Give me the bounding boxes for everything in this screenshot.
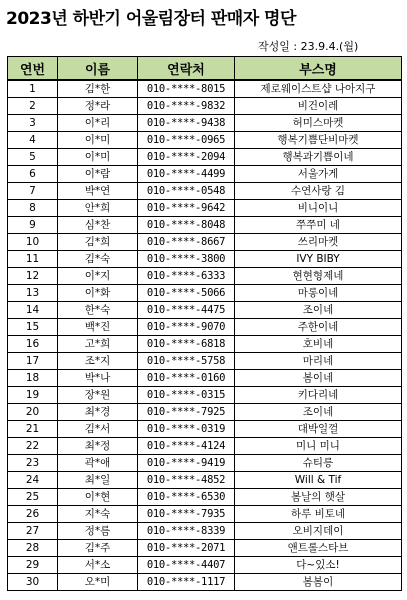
cell-number: 17 — [8, 353, 58, 370]
cell-number: 30 — [8, 574, 58, 591]
cell-number: 26 — [8, 506, 58, 523]
cell-booth: 행복기쁨단비마켓 — [235, 132, 402, 149]
cell-booth: 행복과기쁨이네 — [235, 149, 402, 166]
cell-phone: 010-****-7925 — [138, 404, 235, 421]
cell-name: 김*숙 — [58, 251, 138, 268]
cell-phone: 010-****-1117 — [138, 574, 235, 591]
cell-phone: 010-****-4124 — [138, 438, 235, 455]
cell-number: 7 — [8, 183, 58, 200]
table-row — [8, 506, 402, 523]
cell-number: 23 — [8, 455, 58, 472]
table-row — [8, 268, 402, 285]
cell-booth: 다~있소! — [235, 557, 402, 574]
cell-number: 13 — [8, 285, 58, 302]
cell-booth: 오비지데이 — [235, 523, 402, 540]
cell-phone: 010-****-8048 — [138, 217, 235, 234]
page-title: 2023년 하반기 어울림장터 판매자 명단 — [6, 9, 296, 29]
cell-number: 10 — [8, 234, 58, 251]
table-row — [8, 404, 402, 421]
cell-number: 11 — [8, 251, 58, 268]
cell-booth: 마리네 — [235, 353, 402, 370]
header-name: 이름 — [58, 57, 138, 81]
table-row — [8, 234, 402, 251]
cell-name: 이*리 — [58, 115, 138, 132]
table-row — [8, 319, 402, 336]
table-row — [8, 98, 402, 115]
cell-name: 정*름 — [58, 523, 138, 540]
cell-booth: 비니이니 — [235, 200, 402, 217]
cell-booth: 현현형제네 — [235, 268, 402, 285]
table-row — [8, 421, 402, 438]
cell-name: 박*연 — [58, 183, 138, 200]
cell-name: 이*지 — [58, 268, 138, 285]
cell-booth: 앤트롤스타브 — [235, 540, 402, 557]
cell-number: 19 — [8, 387, 58, 404]
cell-name: 한*숙 — [58, 302, 138, 319]
table-row — [8, 251, 402, 268]
table-row — [8, 472, 402, 489]
cell-phone: 010-****-5066 — [138, 285, 235, 302]
cell-phone: 010-****-7935 — [138, 506, 235, 523]
cell-name: 이*미 — [58, 132, 138, 149]
cell-name: 고*희 — [58, 336, 138, 353]
table-row — [8, 574, 402, 591]
cell-phone: 010-****-2071 — [138, 540, 235, 557]
cell-phone: 010-****-0160 — [138, 370, 235, 387]
cell-booth: 마롱이네 — [235, 285, 402, 302]
cell-booth: 허미스마켓 — [235, 115, 402, 132]
cell-phone: 010-****-8339 — [138, 523, 235, 540]
cell-phone: 010-****-0319 — [138, 421, 235, 438]
cell-booth: 주한이네 — [235, 319, 402, 336]
cell-booth: 서울가게 — [235, 166, 402, 183]
cell-name: 박*나 — [58, 370, 138, 387]
table-row — [8, 115, 402, 132]
cell-phone: 010-****-3800 — [138, 251, 235, 268]
cell-phone: 010-****-9419 — [138, 455, 235, 472]
cell-phone: 010-****-6818 — [138, 336, 235, 353]
header-booth: 부스명 — [235, 57, 402, 81]
cell-name: 서*소 — [58, 557, 138, 574]
cell-booth: Will & Tif — [235, 472, 402, 489]
cell-name: 심*찬 — [58, 217, 138, 234]
cell-name: 이*람 — [58, 166, 138, 183]
table-row — [8, 149, 402, 166]
cell-phone: 010-****-4499 — [138, 166, 235, 183]
cell-name: 김*희 — [58, 234, 138, 251]
table-row — [8, 183, 402, 200]
cell-number: 1 — [8, 80, 58, 98]
table-row — [8, 353, 402, 370]
cell-number: 18 — [8, 370, 58, 387]
cell-name: 정*라 — [58, 98, 138, 115]
cell-name: 장*원 — [58, 387, 138, 404]
cell-phone: 010-****-9070 — [138, 319, 235, 336]
table-row — [8, 438, 402, 455]
cell-number: 20 — [8, 404, 58, 421]
cell-name: 최*일 — [58, 472, 138, 489]
cell-phone: 010-****-6333 — [138, 268, 235, 285]
cell-phone: 010-****-8667 — [138, 234, 235, 251]
cell-booth: 비건이레 — [235, 98, 402, 115]
table-row — [8, 455, 402, 472]
cell-booth: 하루 비토네 — [235, 506, 402, 523]
cell-name: 이*미 — [58, 149, 138, 166]
cell-name: 지*숙 — [58, 506, 138, 523]
cell-name: 조*지 — [58, 353, 138, 370]
cell-phone: 010-****-9642 — [138, 200, 235, 217]
cell-booth: 봄봄이 — [235, 574, 402, 591]
table-row — [8, 302, 402, 319]
table-row — [8, 217, 402, 234]
cell-number: 12 — [8, 268, 58, 285]
cell-name: 김*서 — [58, 421, 138, 438]
cell-number: 15 — [8, 319, 58, 336]
cell-phone: 010-****-9832 — [138, 98, 235, 115]
cell-booth: 키다리네 — [235, 387, 402, 404]
cell-phone: 010-****-5758 — [138, 353, 235, 370]
cell-number: 25 — [8, 489, 58, 506]
cell-booth: 쭈쭈미 네 — [235, 217, 402, 234]
table-row — [8, 200, 402, 217]
table-row — [8, 557, 402, 574]
cell-phone: 010-****-4407 — [138, 557, 235, 574]
cell-name: 최*정 — [58, 438, 138, 455]
cell-phone: 010-****-4475 — [138, 302, 235, 319]
table-row — [8, 80, 402, 98]
cell-number: 8 — [8, 200, 58, 217]
cell-number: 29 — [8, 557, 58, 574]
cell-phone: 010-****-0548 — [138, 183, 235, 200]
cell-phone: 010-****-9438 — [138, 115, 235, 132]
table-row — [8, 166, 402, 183]
cell-phone: 010-****-4852 — [138, 472, 235, 489]
header-phone: 연락처 — [138, 57, 235, 81]
cell-number: 3 — [8, 115, 58, 132]
cell-booth: 쓰리마켓 — [235, 234, 402, 251]
table-body — [8, 80, 402, 591]
cell-name: 최*경 — [58, 404, 138, 421]
cell-booth: 호비네 — [235, 336, 402, 353]
cell-booth: 슈티릉 — [235, 455, 402, 472]
cell-booth: 봄날의 햇살 — [235, 489, 402, 506]
cell-booth: 미니 미니 — [235, 438, 402, 455]
cell-number: 6 — [8, 166, 58, 183]
cell-number: 2 — [8, 98, 58, 115]
cell-phone: 010-****-0965 — [138, 132, 235, 149]
table-row — [8, 336, 402, 353]
cell-name: 이*현 — [58, 489, 138, 506]
table-row — [8, 489, 402, 506]
cell-phone: 010-****-0315 — [138, 387, 235, 404]
cell-number: 16 — [8, 336, 58, 353]
cell-name: 백*진 — [58, 319, 138, 336]
cell-booth: 조이네 — [235, 302, 402, 319]
cell-booth: 봄이네 — [235, 370, 402, 387]
seller-table — [7, 56, 402, 591]
cell-name: 곽*애 — [58, 455, 138, 472]
table-row — [8, 387, 402, 404]
table-row — [8, 540, 402, 557]
cell-name: 김*한 — [58, 80, 138, 98]
cell-name: 김*주 — [58, 540, 138, 557]
cell-name: 안*희 — [58, 200, 138, 217]
cell-number: 24 — [8, 472, 58, 489]
cell-phone: 010-****-8015 — [138, 80, 235, 98]
cell-booth: 대박일껄 — [235, 421, 402, 438]
table-header-row — [8, 57, 402, 81]
table-row — [8, 285, 402, 302]
cell-name: 오*미 — [58, 574, 138, 591]
cell-number: 22 — [8, 438, 58, 455]
cell-booth: 수연사랑 김 — [235, 183, 402, 200]
cell-number: 9 — [8, 217, 58, 234]
table-row — [8, 523, 402, 540]
cell-number: 27 — [8, 523, 58, 540]
cell-phone: 010-****-2094 — [138, 149, 235, 166]
cell-number: 28 — [8, 540, 58, 557]
written-date: 작성일 : 23.9.4.(월) — [258, 40, 359, 53]
cell-booth: IVY BIBY — [235, 251, 402, 268]
cell-number: 14 — [8, 302, 58, 319]
cell-name: 이*화 — [58, 285, 138, 302]
table-row — [8, 370, 402, 387]
cell-number: 4 — [8, 132, 58, 149]
table-row — [8, 132, 402, 149]
cell-booth: 제로웨이스트샵 나아지구 — [235, 80, 402, 98]
header-number: 연번 — [8, 57, 58, 81]
cell-number: 21 — [8, 421, 58, 438]
cell-booth: 조이네 — [235, 404, 402, 421]
cell-phone: 010-****-6530 — [138, 489, 235, 506]
cell-number: 5 — [8, 149, 58, 166]
